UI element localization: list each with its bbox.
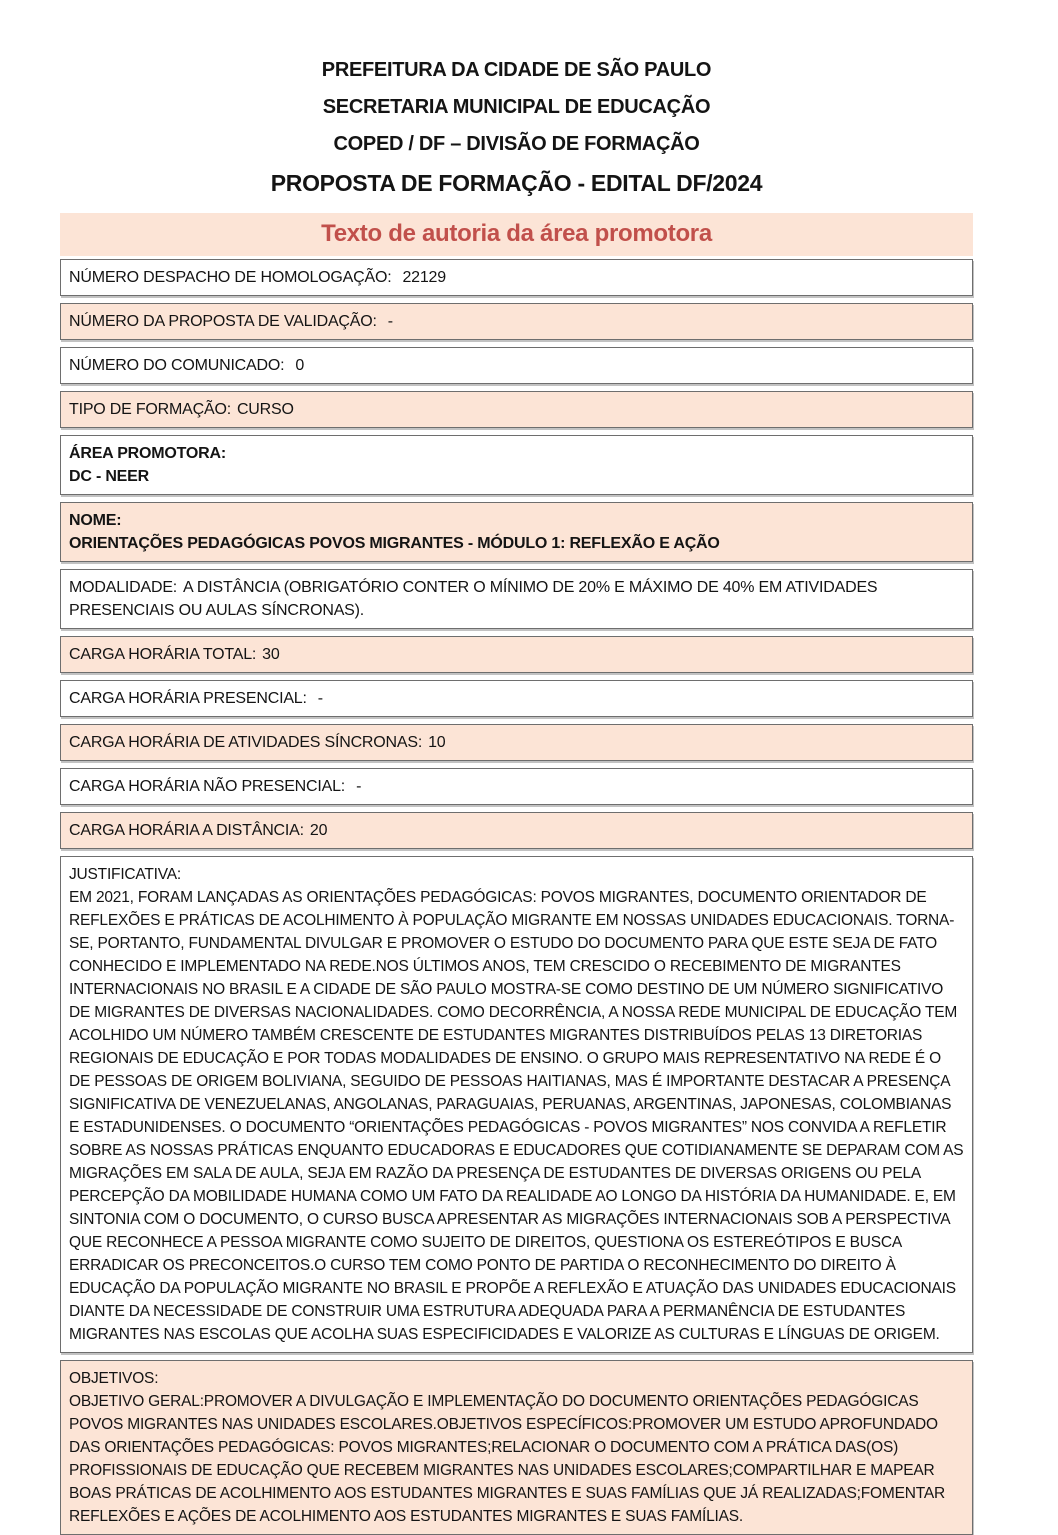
authorship-banner [60,213,973,256]
field-numero-comunicado [60,347,973,384]
field-value: DC - NEER [69,468,149,485]
field-value: EM 2021, FORAM LANÇADAS AS ORIENTAÇÕES PEDAGÓGICAS: POVOS MIGRANTES, DOCUMENTO ORIENTADOR DE REFLEXÕES E PRÁTICAS DE ACOLHIMENTO À POPULAÇÃO MIGRANTE EM NOSSAS UNIDADES EDUCACIONAIS. TORNA-SE, PORTANTO, FUNDAMENTAL DIVULGAR E PROMOVER O ESTUDO DO DOCUMENTO PARA QUE ESTE SEJA DE FATO CONHECIDO E IMPLEMENTADO NA REDE.NOS ÚLTIMOS ANOS, TEM CRESCIDO O RECEBIMENTO DE MIGRANTES INTERNACIONAIS NO BRASIL E A CIDADE DE SÃO PAULO MOSTRA-SE COMO DESTINO DE UM NÚMERO SIGNIFICATIVO DE MIGRANTES DE DIVERSAS NACIONALIDADES. COMO DECORRÊNCIA, A NOSSA REDE MUNICIPAL DE EDUCAÇÃO TEM ACOLHIDO UM NÚMERO TAMBÉM CRESCENTE DE ESTUDANTES MIGRANTES DISTRIBUÍDOS PELAS 13 DIRETORIAS REGIONAIS DE EDUCAÇÃO E POR TODAS MODALIDADES DE ENSINO. O GRUPO MAIS REPRESENTATIVO NA REDE É O DE PESSOAS DE ORIGEM BOLIVIANA, SEGUIDO DE PESSOAS HAITIANAS, MAS É IMPORTANTE DESTACAR A PRESENÇA SIGNIFICATIVA DE VENEZUELANAS, ANGOLANAS, PARAGUAIAS, PERUANAS, ARGENTINAS, JAPONESAS, COLOMBIANAS E ESTADUNIDENSES. O DOCUMENTO “ORIENTAÇÕES PEDAGÓGICAS - POVOS MIGRANTES” NOS CONVIDA A REFLETIR SOBRE AS NOSSAS PRÁTICAS ENQUANTO EDUCADORAS E EDUCADORES QUE COTIDIANAMENTE SE DEPARAM COM AS MIGRAÇÕES EM SALA DE AULA, SEJA EM RAZÃO DA PRESENÇA DE ESTUDANTES DE DIVERSAS ORIGENS OU PELA PERCEPÇÃO DA MOBILIDADE HUMANA COMO UM FATO DA REALIDADE AO LONGO DA HISTÓRIA DA HUMANIDADE. E, EM SINTONIA COM O DOCUMENTO, O CURSO BUSCA APRESENTAR AS MIGRAÇÕES INTERNACIONAIS SOB A PERSPECTIVA QUE RECONHECE A PESSOA MIGRANTE COMO SUJEITO DE DIREITOS, QUESTIONA OS ESTEREÓTIPOS E BUSCA ERRADICAR OS PRECONCEITOS.O CURSO TEM COMO PONTO DE PARTIDA O RECONHECIMENTO DO DIREITO À EDUCAÇÃO DA POPULAÇÃO MIGRANTE NO BRASIL E PROPÕE A REFLEXÃO E ATUAÇÃO DAS UNIDADES EDUCACIONAIS DIANTE DA NECESSIDADE DE CONSTRUIR UMA ESTRUTURA ADEQUADA PARA A PERMANÊNCIA DE ESTUDANTES MIGRANTES NAS ESCOLAS QUE ACOLHA SUAS ESPECIFICIDADES E VALORIZE AS CULTURAS E LÍNGUAS DE ORIGEM. [69,889,964,1343]
field-value: CURSO [236,401,294,418]
field-nome [60,502,973,562]
field-label: NÚMERO DESPACHO DE HOMOLOGAÇÃO: [69,269,392,286]
field-tipo-formacao [60,391,973,428]
field-value: OBJETIVO GERAL:PROMOVER A DIVULGAÇÃO E IMPLEMENTAÇÃO DO DOCUMENTO ORIENTAÇÕES PEDAGÓGICAS POVOS MIGRANTES NAS UNIDADES ESCOLARES.OBJETIVOS ESPECÍFICOS:PROMOVER UM ESTUDO APROFUNDADO DAS ORIENTAÇÕES PEDAGÓGICAS: POVOS MIGRANTES;RELACIONAR O DOCUMENTO COM A PRÁTICA DAS(OS) PROFISSIONAIS DE EDUCAÇÃO QUE RECEBEM MIGRANTES NAS UNIDADES ESCOLARES;COMPARTILHAR E MAPEAR BOAS PRÁTICAS DE ACOLHIMENTO AOS ESTUDANTES MIGRANTES E SUAS FAMÍLIAS QUE JÁ REALIZADAS;FOMENTAR REFLEXÕES E AÇÕES DE ACOLHIMENTO AOS ESTUDANTES MIGRANTES E SUAS FAMÍLIAS. [69,1393,945,1525]
document-title: PROPOSTA DE FORMAÇÃO - EDITAL DF/2024 [270,170,763,196]
field-area-promotora [60,435,973,495]
field-carga-horaria-nao-presencial [60,768,973,805]
field-label: NÚMERO DA PROPOSTA DE VALIDAÇÃO: [69,313,377,330]
field-value: 10 [428,734,446,751]
authorship-banner-text: Texto de autoria da área promotora [321,220,712,247]
fields-table [60,259,973,1535]
field-label: CARGA HORÁRIA NÃO PRESENCIAL: [69,778,346,795]
header-org-line-2: SECRETARIA MUNICIPAL DE EDUCAÇÃO [322,96,711,118]
field-label: NOME: [69,512,122,529]
field-label: CARGA HORÁRIA TOTAL: [69,646,257,663]
field-value: - [387,313,393,330]
field-label: CARGA HORÁRIA DE ATIVIDADES SÍNCRONAS: [69,734,423,751]
field-justificativa [60,856,973,1353]
document-header [60,52,973,203]
field-value: 20 [309,822,328,839]
field-carga-horaria-total [60,636,973,673]
field-label: TIPO DE FORMAÇÃO: [69,401,231,418]
field-numero-despacho-homologacao [60,259,973,296]
field-carga-horaria-presencial [60,680,973,717]
field-value: - [317,690,323,707]
header-org-line-3: COPED / DF – DIVISÃO DE FORMAÇÃO [333,133,700,155]
header-org-line-1: PREFEITURA DA CIDADE DE SÃO PAULO [321,59,712,81]
field-numero-proposta-validacao [60,303,973,340]
field-value: - [356,778,362,795]
field-label: CARGA HORÁRIA PRESENCIAL: [69,690,307,707]
field-value: 30 [262,646,280,663]
field-label: ÁREA PROMOTORA: [69,445,227,462]
field-value: 0 [295,357,305,374]
field-value: ORIENTAÇÕES PEDAGÓGICAS POVOS MIGRANTES - MÓDULO 1: REFLEXÃO E AÇÃO [69,535,720,552]
field-label: NÚMERO DO COMUNICADO: [69,357,285,374]
field-label: OBJETIVOS: [69,1370,159,1387]
field-label: JUSTIFICATIVA: [69,866,182,883]
field-carga-horaria-distancia [60,812,973,849]
document-content [60,52,973,1535]
field-value: A DISTÂNCIA (OBRIGATÓRIO CONTER O MÍNIMO DE 20% E MÁXIMO DE 40% EM ATIVIDADES PRESENCIAIS OU AULAS SÍNCRONAS). [69,579,878,619]
field-label: MODALIDADE: [69,579,178,596]
field-label: CARGA HORÁRIA A DISTÂNCIA: [69,822,304,839]
field-value: 22129 [402,269,446,286]
field-carga-horaria-sincronas [60,724,973,761]
field-objetivos [60,1360,973,1535]
field-modalidade [60,569,973,629]
